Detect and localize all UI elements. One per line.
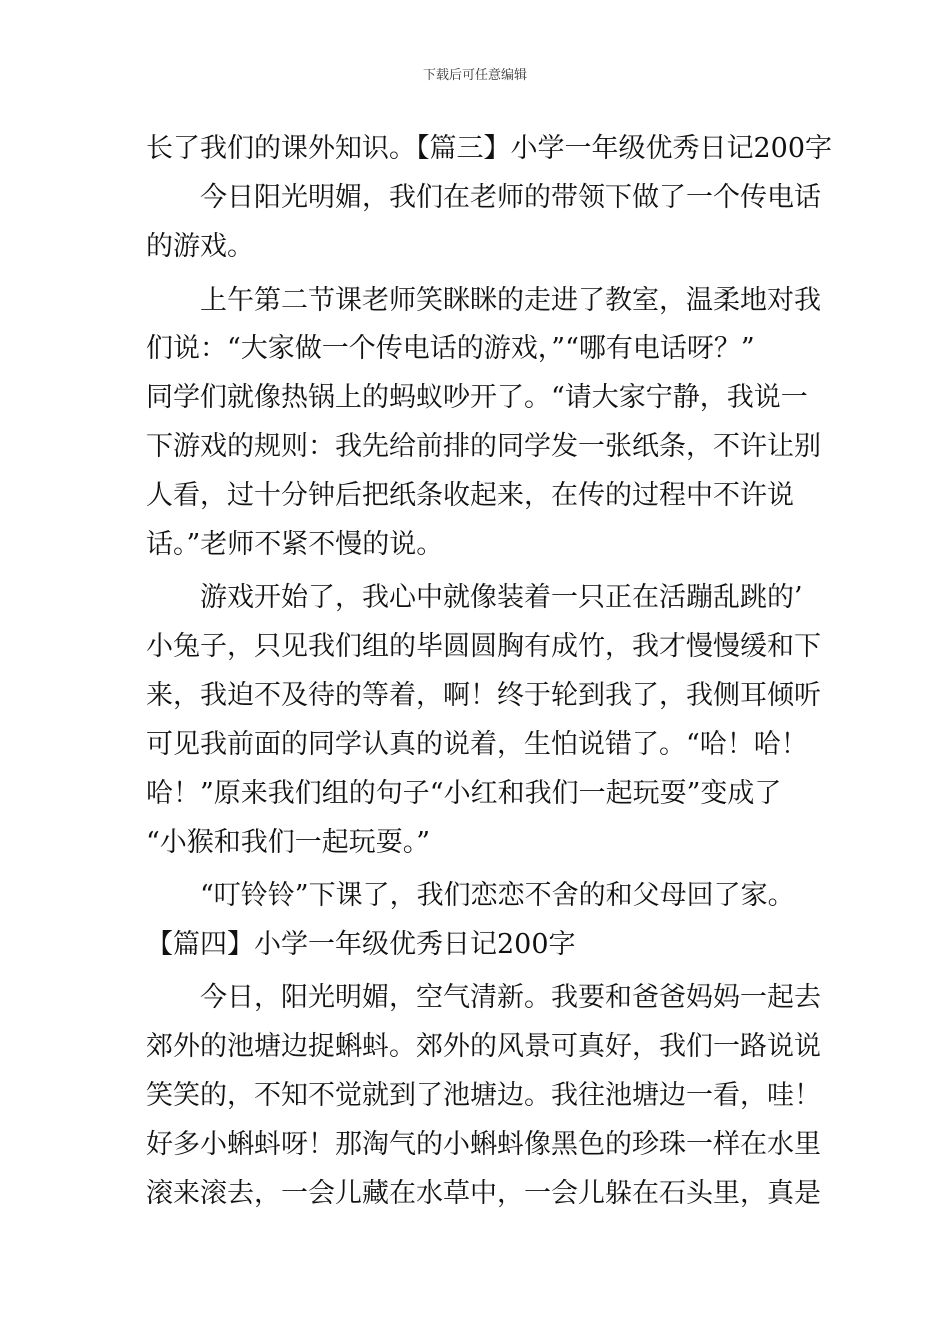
text-line: 滚来滚去，一会儿藏在水草中，一会儿躲在石头里，真是 [146,1178,821,1209]
text-line: 长了我们的课外知识。【篇三】小学一年级优秀日记200字 [146,133,833,164]
text-line: 们说：“大家做一个传电话的游戏，”“哪有电话呀？” [146,333,755,364]
text-line: 郊外的池塘边捉蝌蚪。郊外的风景可真好，我们一路说说 [146,1031,821,1062]
text-line: “叮铃铃”下课了，我们恋恋不舍的和父母回了家。 [146,880,795,911]
text-line: “小猴和我们一起玩耍。” [146,827,431,858]
text-line: 下游戏的规则：我先给前排的同学发一张纸条，不许让别 [146,431,821,462]
text-line: 话。”老师不紧不慢的说。 [146,529,444,560]
text-line: 【篇四】小学一年级优秀日记200字 [146,929,576,960]
text-line: 来，我迫不及待的等着，啊！终于轮到我了，我侧耳倾听 [146,680,821,711]
text-line: 好多小蝌蚪呀！那淘气的小蝌蚪像黑色的珍珠一样在水里 [146,1129,821,1160]
text-line: 游戏开始了，我心中就像装着一只正在活蹦乱跳的’ [146,582,803,613]
text-line: 今日阳光明媚，我们在老师的带领下做了一个传电话 [146,182,821,213]
text-line: 笑笑的，不知不觉就到了池塘边。我往池塘边一看，哇！ [146,1080,821,1111]
text-line: 小兔子，只见我们组的毕圆圆胸有成竹，我才慢慢缓和下 [146,631,821,662]
text-line: 哈！”原来我们组的句子“小红和我们一起玩耍”变成了 [146,778,782,809]
text-line: 今日，阳光明媚，空气清新。我要和爸爸妈妈一起去 [146,982,821,1013]
page-header: 下载后可任意编辑 [422,68,527,83]
text-line: 上午第二节课老师笑眯眯的走进了教室，温柔地对我 [146,285,821,316]
text-line: 的游戏。 [146,231,254,262]
text-line: 人看，过十分钟后把纸条收起来，在传的过程中不许说 [146,480,794,511]
text-line: 可见我前面的同学认真的说着，生怕说错了。“哈！哈！ [146,729,808,760]
text-line: 同学们就像热锅上的蚂蚁吵开了。“请大家宁静，我说一 [146,382,808,413]
